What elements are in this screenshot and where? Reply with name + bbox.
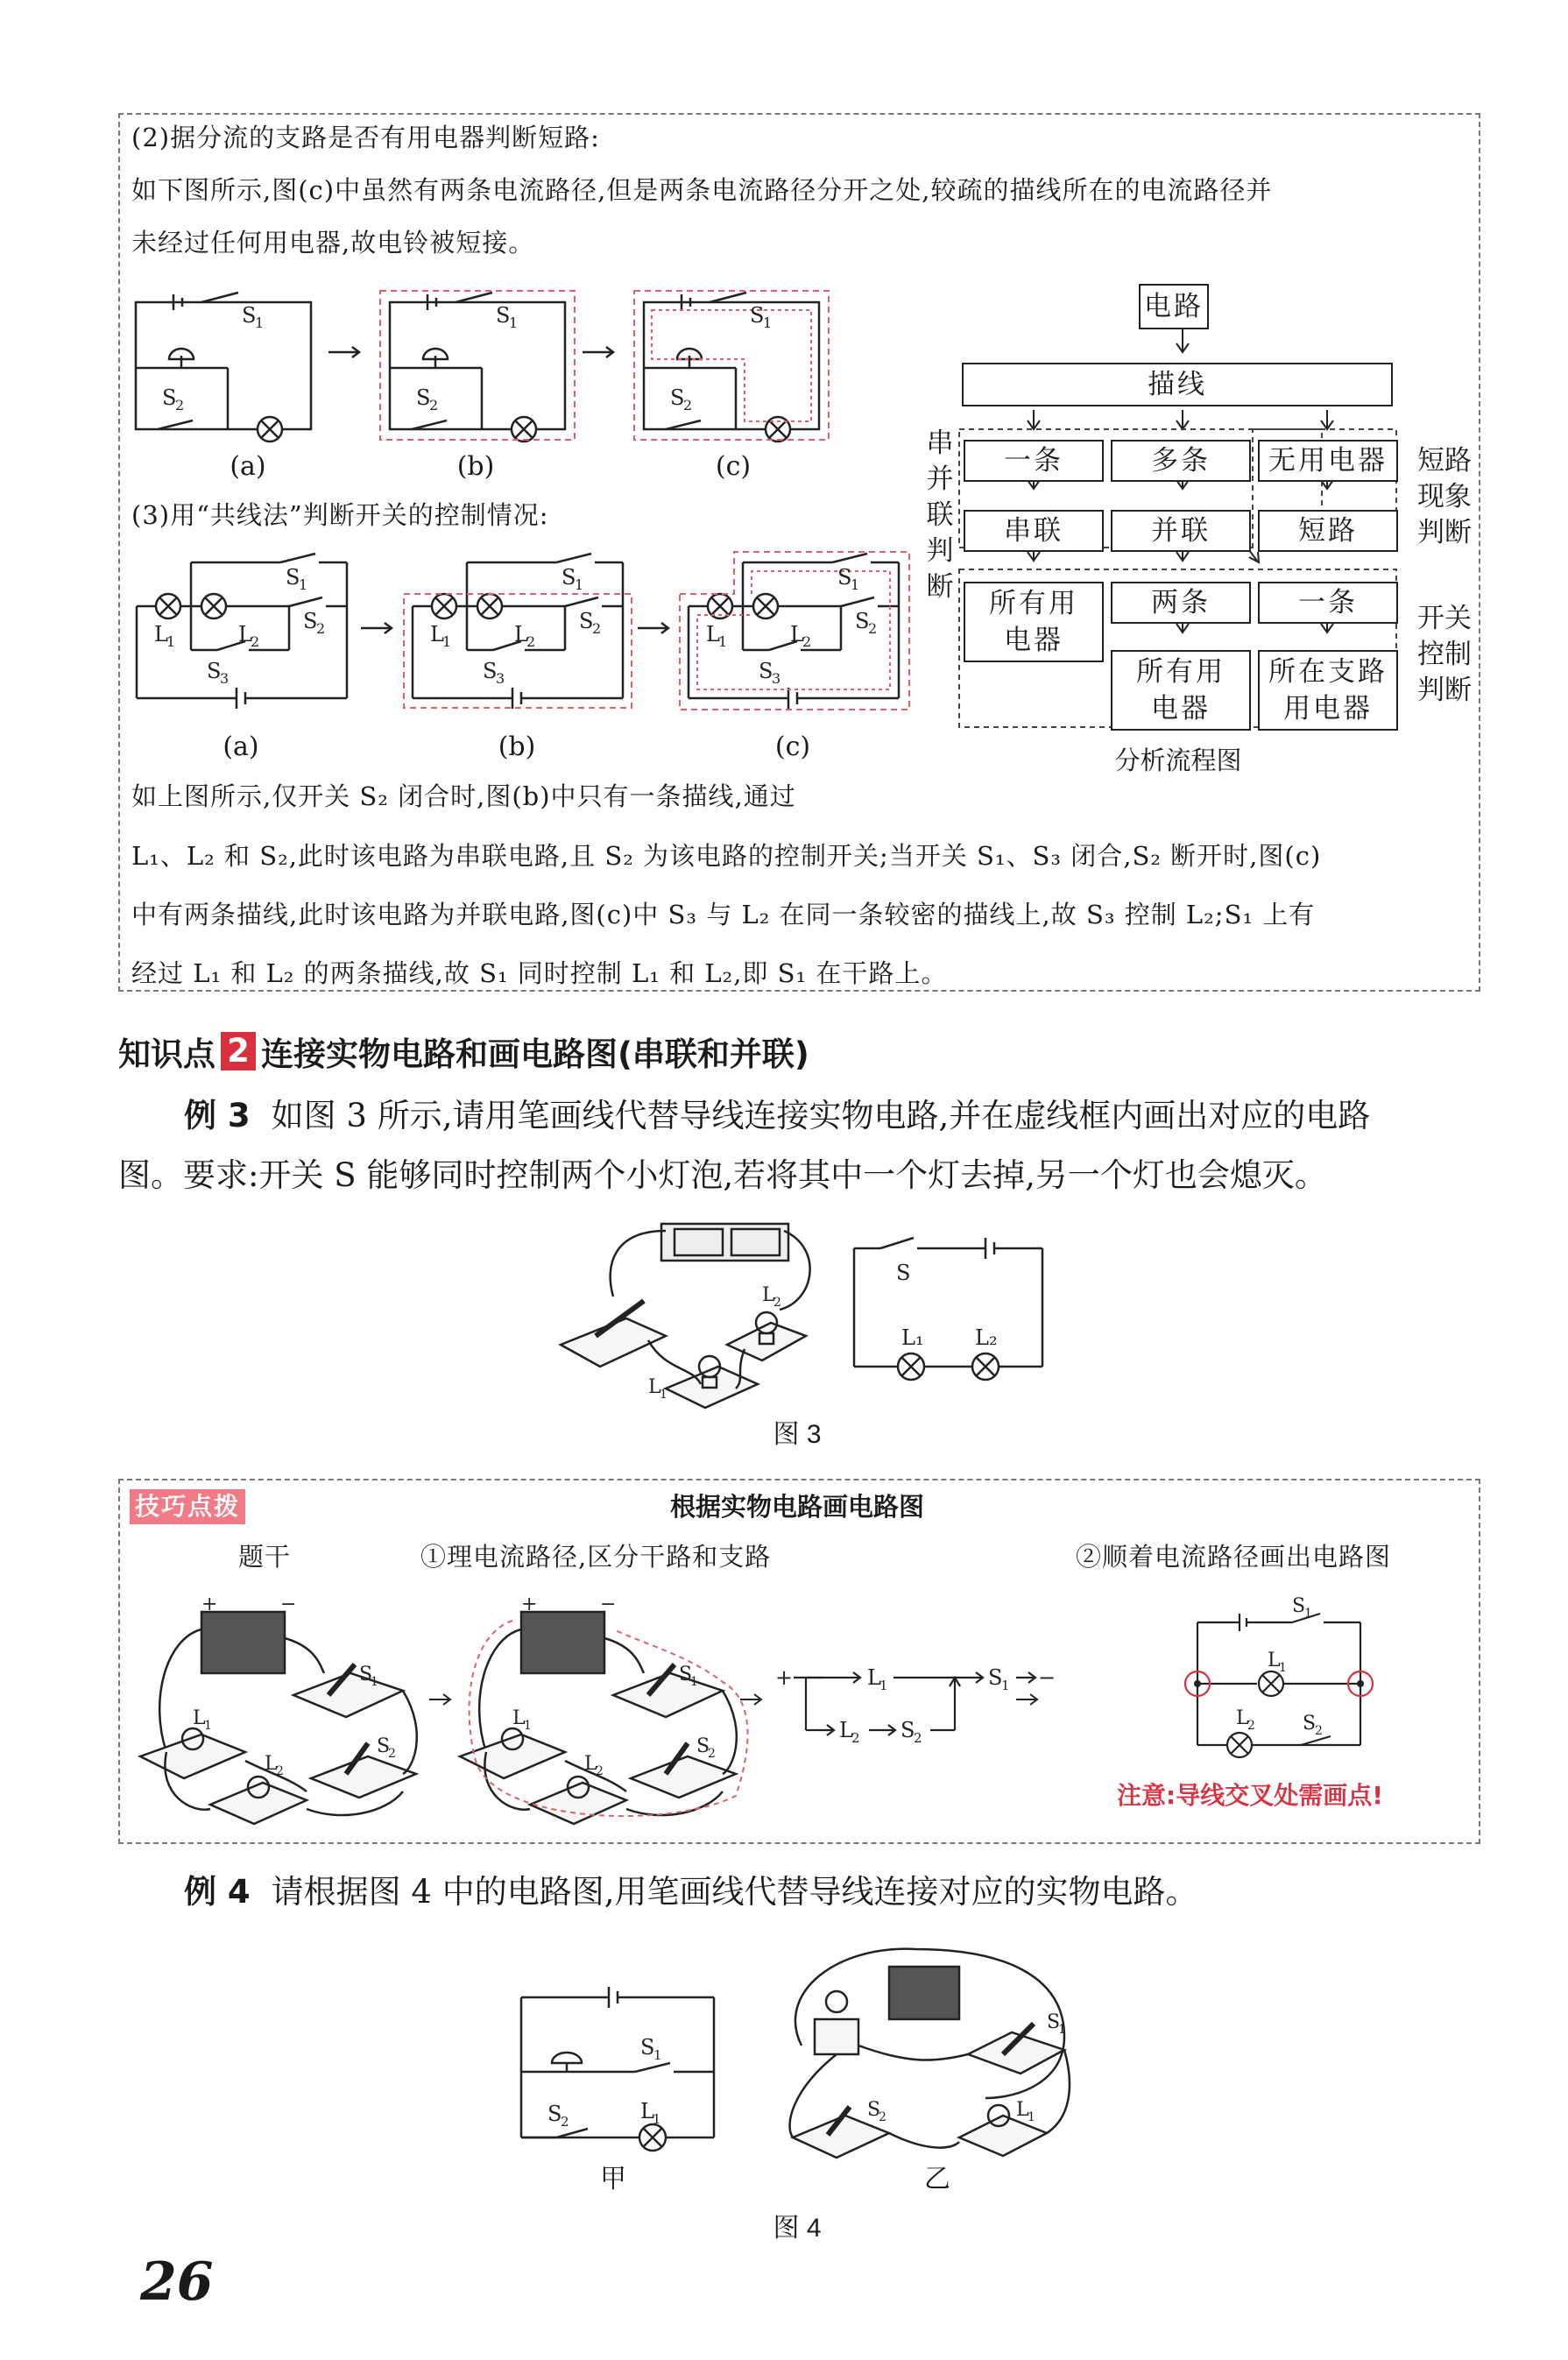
tip-circuit-diagram <box>1169 1596 1380 1771</box>
svg-text:1: 1 <box>1304 1607 1312 1621</box>
svg-text:S: S <box>303 609 318 633</box>
svg-text:1: 1 <box>524 1719 532 1733</box>
flow-caption: 分析流程图 <box>1114 745 1242 775</box>
figure3-label-l1: L₁ <box>901 1325 924 1350</box>
fig2-caption-c: (c) <box>774 731 811 762</box>
example3-text-2: 图。要求:开关 S 能够同时控制两个小灯泡,若将其中一个灯去掉,另一个灯也会熄灭。 <box>118 1156 1327 1194</box>
svg-text:1: 1 <box>371 1675 378 1689</box>
svg-text:S: S <box>286 565 300 590</box>
svg-text:2: 2 <box>276 1764 284 1778</box>
svg-text:2: 2 <box>868 620 878 637</box>
flow-box-short: 短路 <box>1258 510 1398 552</box>
svg-text:2: 2 <box>596 1764 604 1778</box>
svg-text:L: L <box>265 1753 278 1775</box>
svg-text:L: L <box>867 1665 881 1690</box>
section-heading <box>118 1025 809 1078</box>
svg-text:L: L <box>706 622 720 647</box>
fig1-caption-c: (c) <box>715 451 752 482</box>
bell-circuit-a <box>136 293 311 442</box>
page-number: 26 <box>140 2251 214 2313</box>
flow-box-parallel: 并联 <box>1111 510 1251 552</box>
figure3-caption: 图 3 <box>773 1420 822 1449</box>
tip-col3-label: ②顺着电流路径画出电路图 <box>1076 1542 1392 1572</box>
svg-text:1: 1 <box>255 314 265 331</box>
fig1-caption-a: (a) <box>230 451 266 482</box>
tip-physical-b <box>460 1612 748 1824</box>
flow-box-one-b: 一条 <box>1258 582 1398 624</box>
figure4-circuit-diagram <box>512 1975 723 2151</box>
svg-text:1: 1 <box>718 633 728 650</box>
para-short-circuit-2: 未经过任何用电器,故电铃被短接。 <box>131 228 535 258</box>
svg-text:1: 1 <box>509 314 519 331</box>
figure3-label-s: S <box>896 1261 911 1285</box>
figure4-caption: 图 4 <box>773 2214 822 2243</box>
svg-text:1: 1 <box>690 1675 698 1689</box>
svg-text:1: 1 <box>1028 2110 1035 2124</box>
section-number-badge: 2 <box>221 1032 256 1070</box>
svg-text:2: 2 <box>1247 1719 1255 1733</box>
figure3-circuit-diagram <box>845 1231 1051 1380</box>
svg-text:S: S <box>162 385 177 410</box>
svg-text:S: S <box>483 659 498 683</box>
svg-text:L: L <box>790 622 804 647</box>
heading-common-line: (3)用“共线法”判断开关的控制情况: <box>131 500 549 530</box>
svg-text:S: S <box>496 303 511 328</box>
section-title: 连接实物电路和画电路图(串联和并联) <box>261 1035 809 1073</box>
svg-text:S: S <box>579 609 594 633</box>
svg-text:S: S <box>359 1664 373 1685</box>
svg-text:2: 2 <box>879 2110 886 2124</box>
svg-text:L: L <box>1016 2099 1029 2121</box>
svg-text:+: + <box>521 1593 538 1615</box>
svg-text:2: 2 <box>773 1296 781 1310</box>
svg-text:2: 2 <box>175 397 185 413</box>
flow-label-short-circuit: 短路现象判断 <box>1417 445 1472 548</box>
svg-text:−: − <box>1038 1665 1056 1690</box>
tip-col2-label: ①理电流路径,区分干路和支路 <box>420 1542 772 1572</box>
svg-text:S: S <box>670 385 685 410</box>
svg-text:S: S <box>837 565 852 590</box>
svg-text:L: L <box>762 1284 775 1306</box>
svg-text:L: L <box>1236 1707 1249 1729</box>
svg-text:L: L <box>193 1707 206 1729</box>
svg-text:L: L <box>238 622 252 647</box>
svg-text:S: S <box>562 565 576 590</box>
svg-text:L: L <box>514 622 528 647</box>
svg-text:1: 1 <box>660 1388 667 1402</box>
flow-box-all-devices-a: 所有用电器 <box>964 582 1104 662</box>
svg-text:1: 1 <box>653 2047 662 2063</box>
bell-circuit-b <box>380 291 575 442</box>
svg-text:S: S <box>988 1665 1003 1690</box>
svg-text:2: 2 <box>388 1747 396 1761</box>
svg-text:+: + <box>775 1665 794 1690</box>
example4-label: 例 4 <box>184 1873 251 1911</box>
example3-text-1: 如图 3 所示,请用笔画线代替导线连接实物电路,并在虚线框内画出对应的电路 <box>271 1097 1371 1134</box>
svg-text:S: S <box>242 303 257 328</box>
svg-text:L: L <box>839 1718 853 1742</box>
svg-text:1: 1 <box>851 576 860 593</box>
svg-text:2: 2 <box>851 1730 860 1746</box>
lamp-circuit-figure <box>123 545 911 720</box>
svg-text:3: 3 <box>496 670 505 687</box>
tip-physical-a <box>140 1612 417 1824</box>
svg-text:S: S <box>696 1735 710 1757</box>
svg-text:L: L <box>648 1376 661 1398</box>
flow-box-all-devices-b: 所有用电器 <box>1111 650 1251 731</box>
svg-text:L: L <box>512 1707 526 1729</box>
svg-text:2: 2 <box>592 620 602 637</box>
example3-line1 <box>184 1086 1370 1146</box>
svg-text:S: S <box>377 1735 391 1757</box>
figure4-physical-circuit <box>784 1940 1091 2159</box>
svg-text:1: 1 <box>166 633 176 650</box>
figure3-label-l2: L₂ <box>975 1325 998 1350</box>
svg-text:1: 1 <box>204 1719 212 1733</box>
svg-text:S: S <box>547 2102 562 2126</box>
svg-text:1: 1 <box>763 314 773 331</box>
svg-text:L: L <box>154 622 168 647</box>
fig2-caption-b: (b) <box>498 731 536 762</box>
svg-text:L: L <box>1268 1650 1281 1671</box>
svg-text:S: S <box>679 1664 693 1685</box>
example4-line <box>184 1862 1197 1922</box>
section-prefix: 知识点 <box>118 1035 215 1073</box>
flow-box-many: 多条 <box>1111 440 1251 482</box>
svg-text:S: S <box>855 609 870 633</box>
svg-text:S: S <box>759 659 773 683</box>
svg-text:3: 3 <box>220 670 230 687</box>
tip-current-path <box>771 1647 1056 1761</box>
svg-text:2: 2 <box>914 1730 922 1746</box>
svg-text:1: 1 <box>575 576 584 593</box>
svg-text:2: 2 <box>1315 1724 1323 1738</box>
svg-text:1: 1 <box>879 1678 888 1693</box>
svg-text:2: 2 <box>526 633 536 650</box>
para-switch-4: 经过 L₁ 和 L₂ 的两条描线,故 S₁ 同时控制 L₁ 和 L₂,即 S₁ 在干路上。 <box>131 958 948 988</box>
svg-text:2: 2 <box>316 620 326 637</box>
svg-text:L: L <box>430 622 444 647</box>
tip-badge: 技巧点拨 <box>130 1489 245 1524</box>
figure4-caption-a: 甲 <box>600 2164 626 2194</box>
svg-text:+: + <box>201 1593 218 1615</box>
para-switch-2: L₁、L₂ 和 S₂,此时该电路为串联电路,且 S₂ 为该电路的控制开关;当开关 S₁、S₃ 闭合,S₂ 断开时,图(c) <box>131 841 1322 871</box>
bell-circuit-c <box>634 291 829 442</box>
svg-text:2: 2 <box>708 1747 716 1761</box>
svg-text:1: 1 <box>1279 1661 1287 1675</box>
svg-text:1: 1 <box>653 2111 661 2127</box>
svg-text:2: 2 <box>251 633 260 650</box>
svg-text:L: L <box>640 2099 654 2123</box>
svg-text:3: 3 <box>772 670 781 687</box>
example4-text: 请根据图 4 中的电路图,用笔画线代替导线连接对应的实物电路。 <box>271 1873 1198 1911</box>
figure3-physical-circuit <box>543 1213 823 1410</box>
flow-box-series: 串联 <box>964 510 1104 552</box>
svg-text:2: 2 <box>683 397 693 413</box>
svg-text:1: 1 <box>1001 1678 1010 1693</box>
svg-text:2: 2 <box>802 633 812 650</box>
svg-text:−: − <box>280 1593 297 1615</box>
flow-label-series-parallel: 串并联判断 <box>926 427 954 603</box>
svg-text:−: − <box>600 1593 617 1615</box>
para-short-circuit-1: 如下图所示,图(c)中虽然有两条电流路径,但是两条电流路径分开之处,较疏的描线所在的电流路径并 <box>131 175 1273 205</box>
svg-text:S: S <box>750 303 765 328</box>
flow-box-branch-devices: 所在支路用电器 <box>1258 650 1398 731</box>
svg-text:S: S <box>640 2035 655 2060</box>
para-switch-1: 如上图所示,仅开关 S₂ 闭合时,图(b)中只有一条描线,通过 <box>131 781 796 811</box>
svg-text:1: 1 <box>1058 2023 1066 2037</box>
svg-text:L: L <box>584 1753 597 1775</box>
svg-text:2: 2 <box>561 2114 569 2130</box>
svg-text:1: 1 <box>299 576 308 593</box>
svg-text:S: S <box>416 385 431 410</box>
flow-box-one: 一条 <box>964 440 1104 482</box>
fig1-caption-b: (b) <box>456 451 495 482</box>
para-switch-3: 中有两条描线,此时该电路为并联电路,图(c)中 S₃ 与 L₂ 在同一条较密的描线上,故 S₃ 控制 L₂;S₁ 上有 <box>131 900 1316 929</box>
flow-box-two: 两条 <box>1111 582 1251 624</box>
flow-box-circuit: 电路 <box>1139 284 1209 329</box>
svg-text:S: S <box>1047 2011 1061 2033</box>
tip-note: 注意:导线交叉处需画点! <box>1117 1781 1383 1810</box>
fig2-caption-a: (a) <box>222 731 259 762</box>
svg-text:1: 1 <box>442 633 452 650</box>
figure4-caption-b: 乙 <box>924 2164 950 2194</box>
example3-label: 例 3 <box>184 1097 251 1134</box>
flow-label-switch-control: 开关控制判断 <box>1417 603 1472 706</box>
svg-text:S: S <box>1303 1713 1317 1735</box>
tip-title: 根据实物电路画电路图 <box>669 1492 924 1522</box>
svg-text:S: S <box>207 659 222 683</box>
flow-box-no-device: 无用电器 <box>1258 440 1398 482</box>
heading-short-circuit: (2)据分流的支路是否有用电器判断短路: <box>131 123 600 152</box>
flow-box-trace: 描线 <box>962 363 1393 406</box>
svg-text:S: S <box>901 1718 915 1742</box>
svg-text:S: S <box>1292 1595 1306 1617</box>
svg-text:2: 2 <box>429 397 439 413</box>
svg-text:S: S <box>867 2099 881 2121</box>
tip-col1-label: 题干 <box>238 1542 292 1572</box>
